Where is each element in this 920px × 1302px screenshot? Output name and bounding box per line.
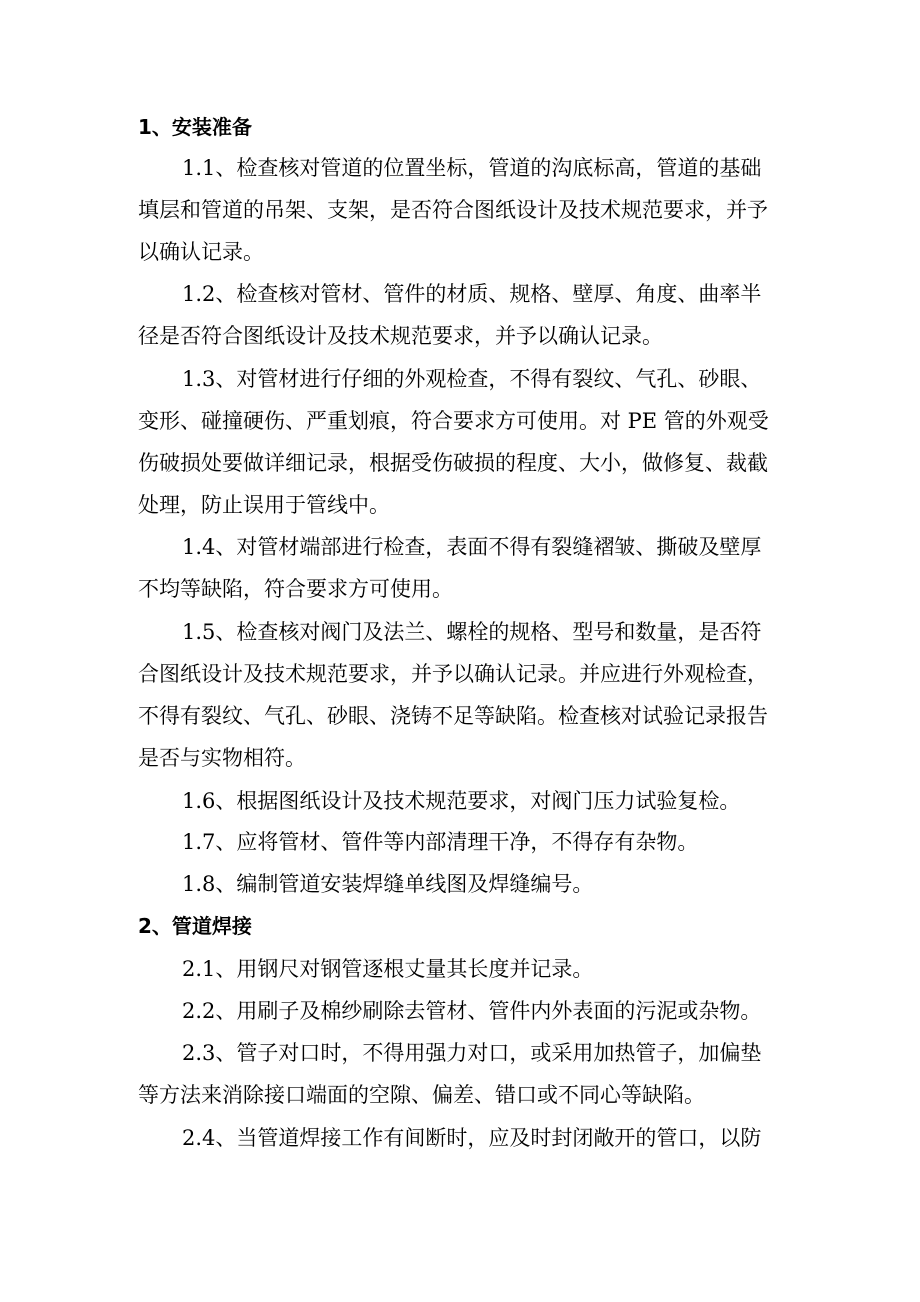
paragraph-1-3-line-3: 伤破损处要做详细记录，根据受伤破损的程度、大小，做修复、裁截 (138, 451, 768, 475)
section-heading-installation-prep: 1、安装准备 (138, 115, 252, 139)
paragraph-1-1-line-1: 1.1、检查核对管道的位置坐标，管道的沟底标高，管道的基础 (182, 156, 762, 180)
paragraph-1-5-line-1: 1.5、检查核对阀门及法兰、螺栓的规格、型号和数量，是否符 (182, 620, 762, 644)
paragraph-1-7: 1.7、应将管材、管件等内部清理干净，不得存有杂物。 (182, 830, 699, 854)
paragraph-1-4-line-2: 不均等缺陷，符合要求方可使用。 (138, 577, 453, 601)
paragraph-1-3-line-2: 变形、碰撞硬伤、严重划痕，符合要求方可使用。对 PE 管的外观受 (138, 409, 769, 433)
paragraph-2-3-line-2: 等方法来消除接口端面的空隙、偏差、错口或不同心等缺陷。 (138, 1083, 705, 1107)
paragraph-1-2-line-1: 1.2、检查核对管材、管件的材质、规格、壁厚、角度、曲率半 (182, 282, 762, 306)
paragraph-2-4-line-1: 2.4、当管道焊接工作有间断时，应及时封闭敞开的管口，以防 (182, 1126, 762, 1150)
paragraph-1-5-line-3: 不得有裂纹、气孔、砂眼、浇铸不足等缺陷。检查核对试验记录报告 (138, 704, 768, 728)
section-heading-pipe-welding: 2、管道焊接 (138, 914, 252, 938)
paragraph-1-2-line-2: 径是否符合图纸设计及技术规范要求，并予以确认记录。 (138, 324, 663, 348)
paragraph-1-3-line-4: 处理，防止误用于管线中。 (138, 493, 390, 517)
paragraph-1-5-line-2: 合图纸设计及技术规范要求，并予以确认记录。并应进行外观检查， (138, 662, 768, 686)
paragraph-1-5-line-4: 是否与实物相符。 (138, 746, 306, 770)
paragraph-1-3-line-1: 1.3、对管材进行仔细的外观检查，不得有裂纹、气孔、砂眼、 (182, 367, 762, 391)
paragraph-1-1-line-2: 填层和管道的吊架、支架，是否符合图纸设计及技术规范要求，并予 (138, 198, 768, 222)
paragraph-2-2: 2.2、用刷子及棉纱刷除去管材、管件内外表面的污泥或杂物。 (182, 999, 762, 1023)
paragraph-2-3-line-1: 2.3、管子对口时，不得用强力对口，或采用加热管子，加偏垫 (182, 1041, 762, 1065)
paragraph-1-6: 1.6、根据图纸设计及技术规范要求，对阀门压力试验复检。 (182, 789, 741, 813)
paragraph-1-8: 1.8、编制管道安装焊缝单线图及焊缝编号。 (182, 872, 594, 896)
paragraph-1-4-line-1: 1.4、对管材端部进行检查，表面不得有裂缝褶皱、撕破及壁厚 (182, 535, 762, 559)
paragraph-1-1-line-3: 以确认记录。 (138, 240, 264, 264)
paragraph-2-1: 2.1、用钢尺对钢管逐根丈量其长度并记录。 (182, 957, 594, 981)
